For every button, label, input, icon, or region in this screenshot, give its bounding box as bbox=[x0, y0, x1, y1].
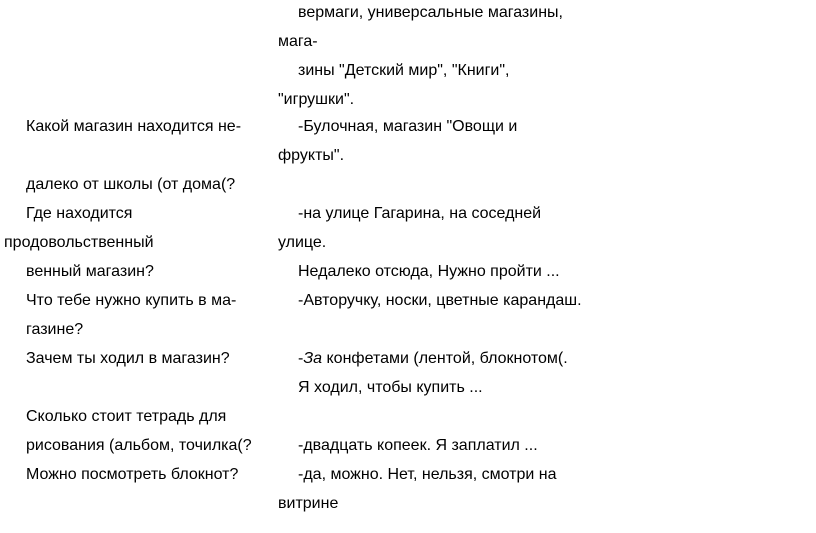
answer-rest: конфетами (лентой, блокнотом(. bbox=[322, 350, 568, 367]
answer-line: мага- bbox=[278, 33, 318, 50]
question-line: продовольственный bbox=[4, 234, 154, 251]
answer-line: -двадцать копеек. Я заплатил ... bbox=[298, 437, 538, 454]
answer-line: вермаги, универсальные магазины, bbox=[298, 4, 563, 21]
question-line: рисования (альбом, точилка(? bbox=[26, 437, 252, 454]
answer-line: зины "Детский мир", "Книги", bbox=[298, 62, 510, 79]
answer-dash: - bbox=[298, 350, 304, 367]
question-line: Сколько стоит тетрадь для bbox=[26, 408, 227, 425]
answer-line: -Авторучку, носки, цветные карандаш. bbox=[298, 292, 582, 309]
question-line: Что тебе нужно купить в ма- bbox=[26, 292, 237, 309]
answer-line: улице. bbox=[278, 234, 327, 251]
answer-line: Недалеко отсюда, Нужно пройти ... bbox=[298, 263, 560, 280]
question-line: Где находится bbox=[26, 205, 133, 222]
question-line: Какой магазин находится не- bbox=[26, 118, 242, 135]
question-line: далеко от школы (от дома(? bbox=[26, 176, 236, 193]
answer-line: фрукты". bbox=[278, 147, 345, 164]
answer-line: -Булочная, магазин "Овощи и bbox=[298, 118, 518, 135]
question-line: Зачем ты ходил в магазин? bbox=[26, 350, 230, 367]
question-line: Можно посмотреть блокнот? bbox=[26, 466, 239, 483]
answer-line: -на улице Гагарина, на соседней bbox=[298, 205, 542, 222]
answer-italic-word: За bbox=[303, 350, 323, 367]
answer-line: Я ходил, чтобы купить ... bbox=[298, 379, 483, 396]
answer-line bbox=[298, 349, 568, 369]
question-line: газине? bbox=[26, 321, 84, 338]
answer-line: витрине bbox=[278, 495, 339, 512]
answer-line: -да, можно. Нет, нельзя, смотри на bbox=[298, 466, 557, 483]
question-line: венный магазин? bbox=[26, 263, 154, 280]
answer-line: "игрушки". bbox=[278, 91, 355, 108]
